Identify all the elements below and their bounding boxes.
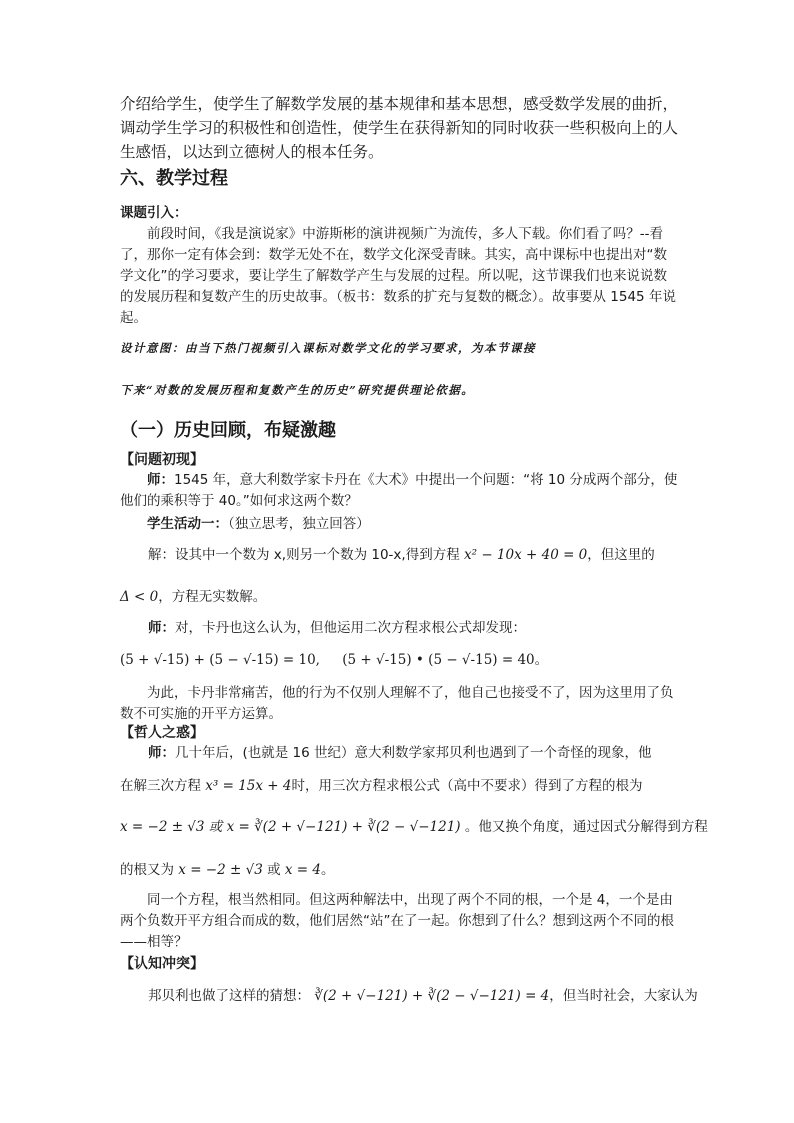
conflict-line xyxy=(148,986,698,1007)
student-activity-text: （独立思考，独立回答） xyxy=(228,516,370,532)
teacher-label: 师： xyxy=(148,620,175,636)
bombelli-text-b1: 在解三次方程 xyxy=(120,778,201,794)
teacher-reply-line xyxy=(148,618,526,639)
bombelli-line-1 xyxy=(148,743,652,764)
design-intent-line-1: 设计意图：由当下热门视频引入课标对数学文化的学习要求，为本节课接 xyxy=(120,341,536,355)
philosopher-puzzle-title xyxy=(120,722,680,742)
teacher-reply-text: 对，卡丹也这么认为，但他运用二次方程求根公式却发现： xyxy=(175,620,526,636)
cardano-pain-paragraph: 为此，卡丹非常痛苦，他的行为不仅别人理解不了，他自己也接受不了，因为这里用了负数不可实施的开平方运算。 xyxy=(120,685,674,722)
bombelli-roots-line xyxy=(120,817,708,838)
end-mark: 。 xyxy=(321,862,335,878)
product-equation: (5 + √-15) • (5 − √-15) = 40 xyxy=(342,652,535,668)
problem-appears-title xyxy=(120,449,680,469)
teacher-label: 师： xyxy=(148,745,175,761)
teacher-problem-paragraph xyxy=(120,470,680,512)
bombelli-text-b2: 时，用三次方程求根公式（高中不要求）得到了方程的根为 xyxy=(291,778,643,794)
solution-text-a: 解：设其中一个数为 x,则另一个数为 10-x,得到方程 xyxy=(148,547,460,563)
cognitive-conflict-label: 【认知冲突】 xyxy=(120,956,204,972)
or-text: 或 xyxy=(267,862,281,878)
topic-intro-block xyxy=(120,203,680,329)
conflict-text-b: ，但当时社会，大家认为 xyxy=(549,988,698,1004)
root-two-expression: x = 4 xyxy=(284,862,321,878)
complex-sum-product-line xyxy=(120,650,548,671)
quadratic-equation: x² − 10x + 40 = 0 xyxy=(464,547,588,563)
cognitive-conflict-title xyxy=(120,953,680,973)
same-equation-paragraph: 同一个方程，根当然相同。但这两种解法中，出现了两个不同的根，一个是 4，一个是由两个负数开平方组合而成的数，他们居然“站”在了一起。你想到了什么？想到这两个不同的根——相等？ xyxy=(120,892,674,950)
subsection-heading-history: （一）历史回顾，布疑激趣 xyxy=(120,420,336,441)
teacher-problem-text: 1545 年，意大利数学家卡丹在《大术》中提出一个问题：“将 10 分成两个部分，使他们的乘积等于 40。”如何求这两个数？ xyxy=(120,472,678,509)
sum-equation: (5 + √-15) + (5 − √-15) = 10, xyxy=(120,652,320,668)
topic-intro-paragraph: 前段时间，《我是演说家》中游斯彬的演讲视频广为流传，多人下载。你们看了吗？--看了，那你一定有体会到：数学无处不在，数学文化深受青睐。其实，高中课标中也提出对“数学文化”的学习要求，要让学生了解数学产生与发展的过程。所以呢，这节课我们也来说说数的发展历程和复数产生的历史故事。（板书：数系的扩充与复数的概念）。故事要从 1545 年说起。 xyxy=(120,226,676,326)
guess-equation: ∛(2 + √−121) + ∛(2 − √−121) = 4 xyxy=(314,988,550,1004)
bombelli-line-2 xyxy=(120,776,643,797)
philosopher-puzzle-label: 【哲人之惑】 xyxy=(120,725,204,741)
delta-expression: Δ < 0 xyxy=(120,589,159,605)
student-activity-line xyxy=(120,514,680,535)
section-heading-teaching-process: 六、教学过程 xyxy=(120,168,228,189)
solution-line xyxy=(148,545,655,566)
roots-again-line xyxy=(120,860,335,881)
no-real-root-text: ，方程无实数解。 xyxy=(158,589,267,605)
teacher-label: 师： xyxy=(147,472,174,488)
delta-line xyxy=(120,587,266,608)
cubic-equation: x³ = 15x + 4 xyxy=(205,778,292,794)
roots-again-text: 的根又为 xyxy=(120,862,174,878)
solution-text-b: ，但这里的 xyxy=(587,547,655,563)
bombelli-text-a: 几十年后，(也就是 16 世纪）意大利数学家邦贝利也遇到了一个奇怪的现象，他 xyxy=(175,745,652,761)
topic-intro-label: 课题引入： xyxy=(120,205,188,221)
cubic-roots-formula: x = −2 ± √3 或 x = ∛(2 + √−121) + ∛(2 − √−121) xyxy=(120,819,461,835)
design-intent-line-2: 下来“对数的发展历程和复数产生的历史”研究提供理论依据。 xyxy=(120,383,475,397)
end-mark: 。 xyxy=(534,652,549,668)
root-one-expression: x = −2 ± √3 xyxy=(178,862,263,878)
conflict-text-a: 邦贝利也做了这样的猜想： xyxy=(148,988,310,1004)
bombelli-text-c: 。他又换个角度，通过因式分解得到方程 xyxy=(464,819,708,835)
problem-appears-label: 【问题初现】 xyxy=(120,452,204,468)
intro-paragraph: 介绍给学生，使学生了解数学发展的基本规律和基本思想，感受数学发展的曲折，调动学生学习的积极性和创造性，使学生在获得新知的同时收获一些积极向上的人生感悟，以达到立德树人的根本任务。 xyxy=(120,95,679,161)
student-activity-label: 学生活动一： xyxy=(147,516,228,532)
